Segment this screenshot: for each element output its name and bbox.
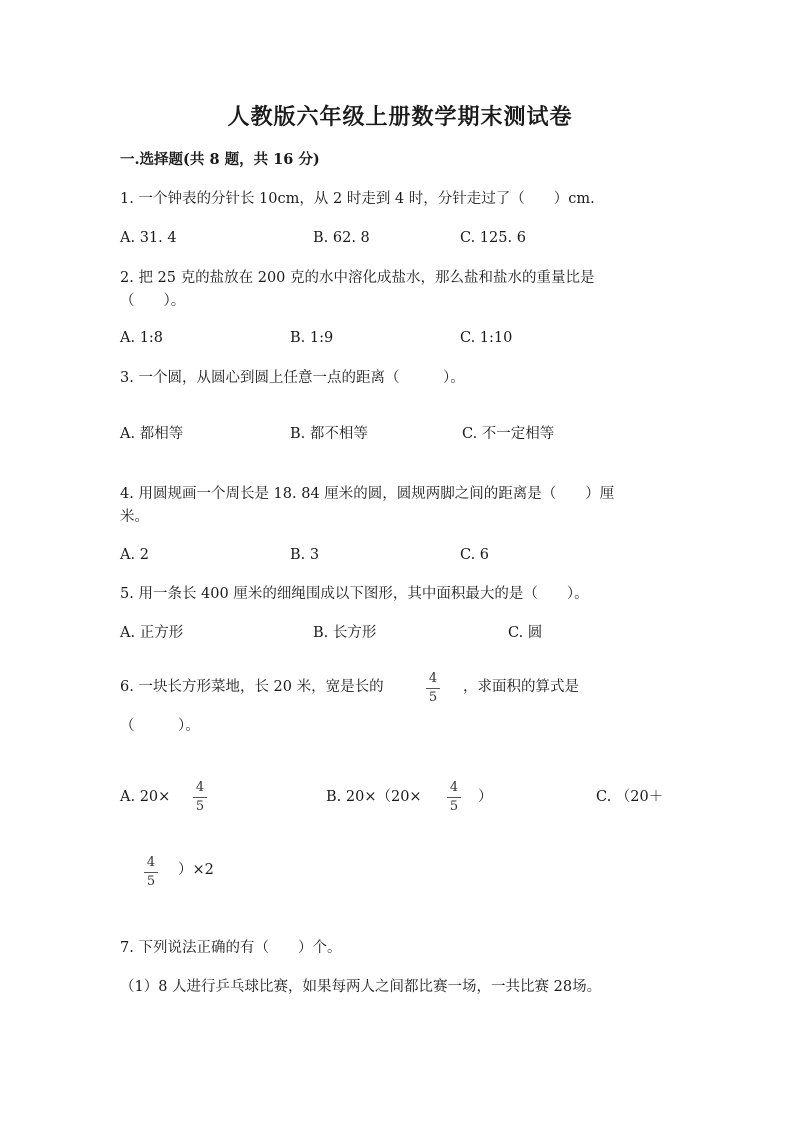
question-7-item-1: （1）8 人进行乒乓球比赛，如果每两人之间都比赛一场，一共比赛 28场。 bbox=[120, 979, 602, 995]
fraction-numerator: 4 bbox=[146, 855, 156, 870]
page-title: 人教版六年级上册数学期末测试卷 bbox=[227, 104, 573, 130]
q3-option-c: C. 不一定相等 bbox=[462, 426, 555, 442]
question-6-suffix: ，求面积的算式是 bbox=[463, 679, 579, 695]
q6-option-b-end: ） bbox=[478, 789, 493, 805]
q2-option-c: C. 1:10 bbox=[460, 330, 513, 346]
fraction-four-fifths bbox=[141, 856, 161, 889]
q5-option-c: C. 圆 bbox=[508, 625, 543, 641]
q6-option-a: A. 20× bbox=[120, 789, 171, 805]
q6-option-b: B. 20×（20× bbox=[326, 789, 422, 805]
question-6-cont: （ ）。 bbox=[120, 718, 200, 734]
fraction-four-fifths bbox=[423, 672, 443, 705]
q3-option-a: A. 都相等 bbox=[120, 426, 184, 442]
q4-option-b: B. 3 bbox=[290, 547, 320, 563]
fraction-four-fifths bbox=[444, 781, 464, 814]
fraction-four-fifths bbox=[190, 781, 210, 814]
fraction-denominator: 5 bbox=[146, 874, 156, 889]
question-6: 6. 一块长方形菜地，长 20 米，宽是长的 bbox=[120, 679, 384, 695]
question-2-cont: （ ）。 bbox=[120, 293, 186, 309]
section-heading: 一.选择题(共 8 题，共 16 分) bbox=[120, 151, 320, 168]
q1-option-b: B. 62. 8 bbox=[313, 230, 370, 246]
question-4-cont: 米。 bbox=[120, 509, 149, 525]
question-5: 5. 用一条长 400 厘米的细绳围成以下图形，其中面积最大的是（ ）。 bbox=[120, 586, 589, 602]
q1-option-a: A. 31. 4 bbox=[120, 230, 177, 246]
fraction-denominator: 5 bbox=[449, 799, 459, 814]
q1-option-c: C. 125. 6 bbox=[460, 230, 526, 246]
question-2: 2. 把 25 克的盐放在 200 克的水中溶化成盐水，那么盐和盐水的重量比是 bbox=[120, 270, 595, 286]
q2-option-b: B. 1:9 bbox=[290, 330, 334, 346]
question-4: 4. 用圆规画一个周长是 18. 84 厘米的圆，圆规两脚之间的距离是（ ）厘 bbox=[120, 486, 615, 502]
fraction-numerator: 4 bbox=[449, 780, 459, 795]
fraction-bar bbox=[144, 872, 158, 873]
q3-option-b: B. 都不相等 bbox=[290, 426, 368, 442]
fraction-numerator: 4 bbox=[428, 671, 438, 686]
fraction-bar bbox=[426, 688, 440, 689]
q4-option-a: A. 2 bbox=[120, 547, 149, 563]
fraction-bar bbox=[193, 797, 207, 798]
fraction-denominator: 5 bbox=[428, 690, 438, 705]
fraction-denominator: 5 bbox=[195, 799, 205, 814]
q5-option-a: A. 正方形 bbox=[120, 625, 184, 641]
question-1: 1. 一个钟表的分针长 10cm，从 2 时走到 4 时，分针走过了（ ）cm. bbox=[120, 191, 595, 207]
q6-option-c: C. （20＋ bbox=[596, 789, 664, 805]
q6-option-c-end: ）×2 bbox=[178, 862, 214, 878]
fraction-numerator: 4 bbox=[195, 780, 205, 795]
question-3: 3. 一个圆，从圆心到圆上任意一点的距离（ ）。 bbox=[120, 370, 465, 386]
q2-option-a: A. 1:8 bbox=[120, 330, 164, 346]
question-7: 7. 下列说法正确的有（ ）个。 bbox=[120, 940, 342, 956]
q5-option-b: B. 长方形 bbox=[313, 625, 377, 641]
fraction-bar bbox=[447, 797, 461, 798]
q4-option-c: C. 6 bbox=[460, 547, 490, 563]
